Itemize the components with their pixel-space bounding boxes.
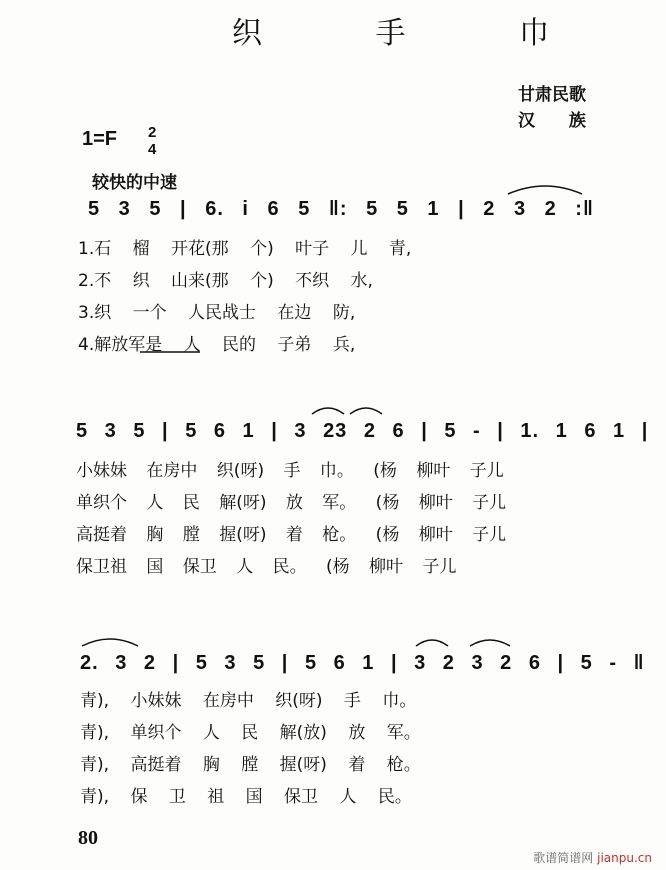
tempo-marking: 较快的中速 xyxy=(92,173,177,193)
lyric-row-1-verse-3: 3.织 一个 人民战士 在边 防, xyxy=(78,303,356,323)
time-signature-top: 2 xyxy=(148,124,157,141)
notation-row-1: 5 3 5 | 6. i 6 5 ‖: 5 5 1 | 2 3 2 :‖ xyxy=(88,198,594,220)
lyric-row-1-verse-1: 1.石 榴 开花(那 个) 叶子 儿 青, xyxy=(78,239,412,259)
lyric-row-1-verse-2: 2.不 织 山来(那 个) 不织 水, xyxy=(78,271,373,291)
lyric-row-3-verse-3: 青), 高挺着 胸 膛 握(呀) 着 枪。 xyxy=(80,755,421,775)
watermark-text: 歌谱简谱网 xyxy=(533,851,594,865)
slur-3 xyxy=(350,408,382,414)
watermark-url: jianpu.cn xyxy=(597,851,652,865)
lyric-row-2-verse-4: 保卫祖 国 保卫 人 民。 (杨 柳叶 子儿 xyxy=(76,557,457,577)
lyric-row-3-verse-1: 青), 小妹妹 在房中 织(呀) 手 巾。 xyxy=(80,691,417,711)
lyric-row-2-verse-2: 单织个 人 民 解(呀) 放 军。 (杨 柳叶 子儿 xyxy=(76,493,507,513)
watermark xyxy=(533,849,652,866)
song-genre: 甘肃民歌 xyxy=(518,85,586,105)
lyric-row-2-verse-3: 高挺着 胸 膛 握(呀) 着 枪。 (杨 柳叶 子儿 xyxy=(76,525,507,545)
lyric-row-1-verse-4: 4.解放军是 人 民的 子弟 兵, xyxy=(78,335,356,355)
lyric-row-3-verse-2: 青), 单织个 人 民 解(放) 放 军。 xyxy=(80,723,421,743)
lyric-row-2-verse-1: 小妹妹 在房中 织(呀) 手 巾。 (杨 柳叶 子儿 xyxy=(76,461,504,481)
slur-1 xyxy=(508,186,582,194)
key-signature: 1=F xyxy=(82,128,118,150)
slur-5 xyxy=(416,640,448,646)
time-signature-bottom: 4 xyxy=(148,141,157,158)
slur-2 xyxy=(312,408,344,414)
notation-row-3: 2. 3 2 | 5 3 5 | 5 6 1 | 3 2 3 2 6 | 5 - ‖ xyxy=(80,652,645,674)
slur-4 xyxy=(82,639,138,646)
song-ethnicity: 汉 族 xyxy=(518,111,600,131)
notation-row-2: 5 3 5 | 5 6 1 | 3 23 2 6 | 5 - | 1. 1 6 1 | xyxy=(76,420,649,442)
lyric-row-3-verse-4: 青), 保 卫 祖 国 保卫 人 民。 xyxy=(80,787,412,807)
page-number: 80 xyxy=(78,827,98,849)
song-title: 织 手 巾 xyxy=(232,16,602,51)
slur-6 xyxy=(470,640,510,646)
